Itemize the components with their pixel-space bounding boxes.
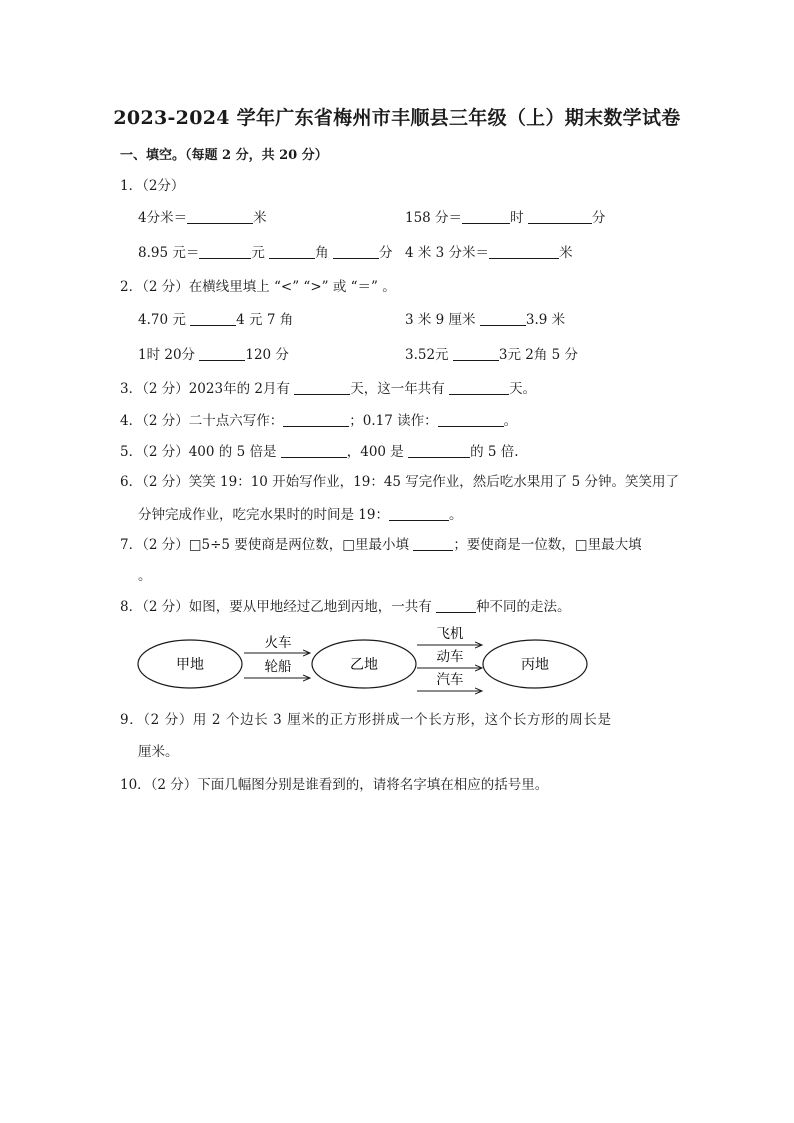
answer-blank[interactable] [489, 244, 559, 259]
question-9-line-1: 9．（2 分）用 2 个边长 3 厘米的正方形拼成一个长方形，这个长方形的周长是 [120, 712, 612, 728]
question-1-item-c: 8.95 元＝ 元 角 分 [138, 245, 393, 261]
route-diagram [130, 625, 600, 697]
answer-blank[interactable] [408, 443, 470, 458]
place-a-label: 甲地 [176, 657, 204, 673]
answer-blank[interactable] [480, 311, 526, 326]
answer-blank[interactable] [436, 598, 476, 613]
question-4: 4．（2 分）二十点六写作： ；0.17 读作： 。 [120, 413, 518, 429]
place-c-label: 丙地 [521, 657, 549, 673]
question-2-head: 2．（2 分）在横线里填上 “<” “>” 或 “＝” 。 [120, 279, 396, 295]
question-7-line-2: 。 [138, 568, 152, 584]
question-10: 10．（2 分）下面几幅图分别是谁看到的，请将名字填在相应的括号里。 [120, 777, 549, 793]
question-1-item-a: 4分米＝ 米 [138, 210, 267, 226]
question-1-head: 1．（2分） [120, 178, 185, 194]
route-label-ship: 轮船 [264, 659, 292, 675]
route-label-plane: 飞机 [436, 626, 464, 642]
answer-blank[interactable] [333, 244, 379, 259]
answer-blank[interactable] [462, 209, 510, 224]
question-1-item-b: 158 分＝ 时 分 [405, 210, 606, 226]
answer-blank[interactable] [199, 244, 251, 259]
question-2-item-c: 1时 20分 120 分 [138, 347, 289, 363]
page-title: 2023-2024 学年广东省梅州市丰顺县三年级（上）期末数学试卷 [113, 107, 681, 129]
answer-blank[interactable] [449, 380, 509, 395]
question-2-item-b: 3 米 9 厘米 3.9 米 [405, 312, 566, 328]
answer-blank[interactable] [187, 209, 253, 224]
answer-blank[interactable] [283, 412, 349, 427]
question-1-item-d: 4 米 3 分米＝ 米 [405, 245, 573, 261]
answer-blank[interactable] [438, 412, 504, 427]
question-6-line-2: 分钟完成作业，吃完水果时的时间是 19： 。 [138, 507, 463, 523]
answer-blank[interactable] [413, 536, 453, 551]
route-label-train: 火车 [264, 635, 292, 651]
question-6-line-1: 6．（2 分）笑笑 19：10 开始写作业，19：45 写完作业，然后吃水果用了 5 分钟。笑笑用了 [120, 474, 679, 490]
place-b-label: 乙地 [350, 657, 378, 673]
answer-blank[interactable] [453, 346, 499, 361]
question-2-item-d: 3.52元 3元 2角 5 分 [405, 347, 579, 363]
section-heading: 一、填空。（每题 2 分，共 20 分） [120, 148, 328, 163]
answer-blank[interactable] [199, 346, 245, 361]
question-8: 8．（2 分）如图，要从甲地经过乙地到丙地，一共有 种不同的走法。 [120, 599, 571, 615]
question-3: 3．（2 分）2023年的 2月有 天，这一年共有 天。 [120, 381, 537, 397]
answer-blank[interactable] [190, 311, 236, 326]
question-9-line-2: 厘米。 [138, 744, 179, 760]
route-label-bullet-train: 动车 [436, 649, 464, 665]
answer-blank[interactable] [528, 209, 592, 224]
question-2-item-a: 4.70 元 4 元 7 角 [138, 312, 294, 328]
question-7-line-1: 7．（2 分）□5÷5 要使商是两位数，□里最小填 ；要使商是一位数，□里最大填 [120, 537, 642, 553]
answer-blank[interactable] [281, 443, 347, 458]
route-label-car: 汽车 [436, 672, 464, 688]
answer-blank[interactable] [389, 506, 449, 521]
answer-blank[interactable] [269, 244, 315, 259]
question-5: 5．（2 分）400 的 5 倍是 ，400 是 的 5 倍. [120, 444, 519, 460]
answer-blank[interactable] [294, 380, 350, 395]
